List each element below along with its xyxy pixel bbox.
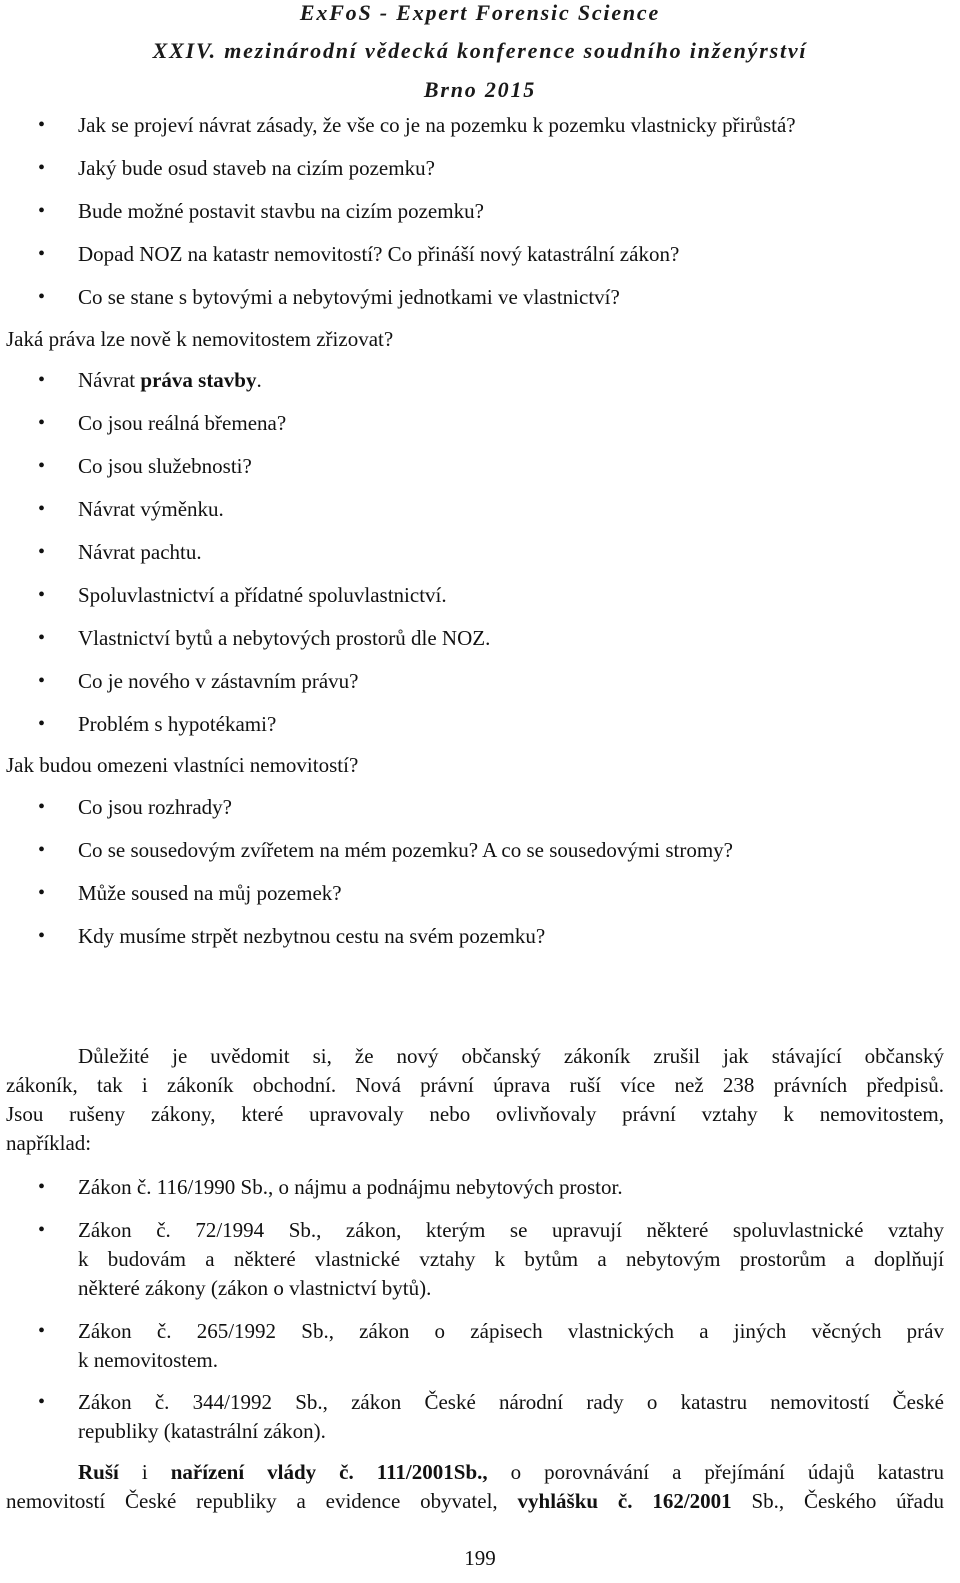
list-item: Co jsou reálná břemena? xyxy=(78,411,287,435)
bullet: • xyxy=(38,670,46,692)
list-item: Dopad NOZ na katastr nemovitostí? Co přináší nový katastrální zákon? xyxy=(78,242,680,266)
paragraph-line: Důležité je uvědomit si, že nový občanský zákoník zrušil jak stávající občanský xyxy=(78,1044,944,1068)
list-item: Jaký bude osud staveb na cizím pozemku? xyxy=(78,156,435,180)
list-item: Jak se projeví návrat zásady, že vše co je na pozemku k pozemku vlastnicky přirůstá? xyxy=(78,113,796,137)
list-item: Může soused na můj pozemek? xyxy=(78,881,342,905)
list-item: Kdy musíme strpět nezbytnou cestu na svém pozemku? xyxy=(78,924,546,948)
list-item: Co se sousedovým zvířetem na mém pozemku? A co se sousedovými stromy? xyxy=(78,838,733,862)
list-item: Návrat práva stavby. xyxy=(78,368,262,392)
list-item: Co je nového v zástavním právu? xyxy=(78,669,359,693)
bullet: • xyxy=(38,839,46,861)
law-item: Zákon č. 116/1990 Sb., o nájmu a podnájmu nebytových prostor. xyxy=(78,1175,623,1199)
bullet: • xyxy=(38,114,46,136)
bullet: • xyxy=(38,541,46,563)
bullet: • xyxy=(38,498,46,520)
final-paragraph-line: nemovitostí České republiky a evidence obyvatel, vyhlášku č. 162/2001 Sb., Českého úřadu xyxy=(6,1489,944,1513)
list-item: Návrat pachtu. xyxy=(78,540,202,564)
bullet: • xyxy=(38,157,46,179)
law-item-line: Zákon č. 265/1992 Sb., zákon o zápisech vlastnických a jiných věcných práv xyxy=(78,1319,944,1343)
bullet: • xyxy=(38,243,46,265)
bullet: • xyxy=(38,412,46,434)
header-title: ExFoS - Expert Forensic Science xyxy=(299,0,661,25)
page-number: 199 xyxy=(464,1546,496,1570)
paragraph-line: zákoník, tak i zákoník obchodní. Nová právní úprava ruší více než 238 právních předpisů. xyxy=(6,1073,944,1097)
bullet: • xyxy=(38,455,46,477)
bullet: • xyxy=(38,1391,46,1413)
bullet: • xyxy=(38,286,46,308)
law-item-line: k nemovitostem. xyxy=(78,1348,218,1372)
final-paragraph-line: Ruší i nařízení vlády č. 111/2001Sb., o porovnávání a přejímání údajů katastru xyxy=(78,1460,944,1484)
section-heading: Jaká práva lze nově k nemovitostem zřizovat? xyxy=(6,327,394,351)
law-item-line: Zákon č. 344/1992 Sb., zákon České národní rady o katastru nemovitostí České xyxy=(78,1390,944,1414)
list-item: Co se stane s bytovými a nebytovými jednotkami ve vlastnictví? xyxy=(78,285,620,309)
bullet: • xyxy=(38,200,46,222)
list-item: Spoluvlastnictví a přídatné spoluvlastnictví. xyxy=(78,583,447,607)
header-conference: XXIV. mezinárodní vědecká konference soudního inženýrství xyxy=(152,38,808,63)
bullet: • xyxy=(38,1320,46,1342)
section-heading: Jak budou omezeni vlastníci nemovitostí? xyxy=(6,753,359,777)
bullet: • xyxy=(38,925,46,947)
law-item-line: republiky (katastrální zákon). xyxy=(78,1419,326,1443)
paragraph-line: například: xyxy=(6,1131,92,1155)
bullet: • xyxy=(38,796,46,818)
bullet: • xyxy=(38,627,46,649)
law-item-line: některé zákony (zákon o vlastnictví bytů). xyxy=(78,1276,432,1300)
bullet: • xyxy=(38,584,46,606)
list-item: Co jsou rozhrady? xyxy=(78,795,232,819)
list-item: Problém s hypotékami? xyxy=(78,712,277,736)
bullet: • xyxy=(38,882,46,904)
bullet: • xyxy=(38,713,46,735)
law-item-line: Zákon č. 72/1994 Sb., zákon, kterým se upravují některé spoluvlastnické vztahy xyxy=(78,1218,944,1242)
bullet: • xyxy=(38,1219,46,1241)
header-place-year: Brno 2015 xyxy=(423,77,537,102)
law-item-line: k budovám a některé vlastnické vztahy k bytům a nebytovým prostorům a doplňují xyxy=(78,1247,944,1271)
paragraph-line: Jsou rušeny zákony, které upravovaly nebo ovlivňovaly právní vztahy k nemovitostem, xyxy=(6,1102,944,1126)
list-item: Bude možné postavit stavbu na cizím pozemku? xyxy=(78,199,484,223)
bullet: • xyxy=(38,1176,46,1198)
bullet: • xyxy=(38,369,46,391)
list-item: Vlastnictví bytů a nebytových prostorů dle NOZ. xyxy=(78,626,491,650)
list-item: Návrat výměnku. xyxy=(78,497,224,521)
list-item: Co jsou služebnosti? xyxy=(78,454,252,478)
